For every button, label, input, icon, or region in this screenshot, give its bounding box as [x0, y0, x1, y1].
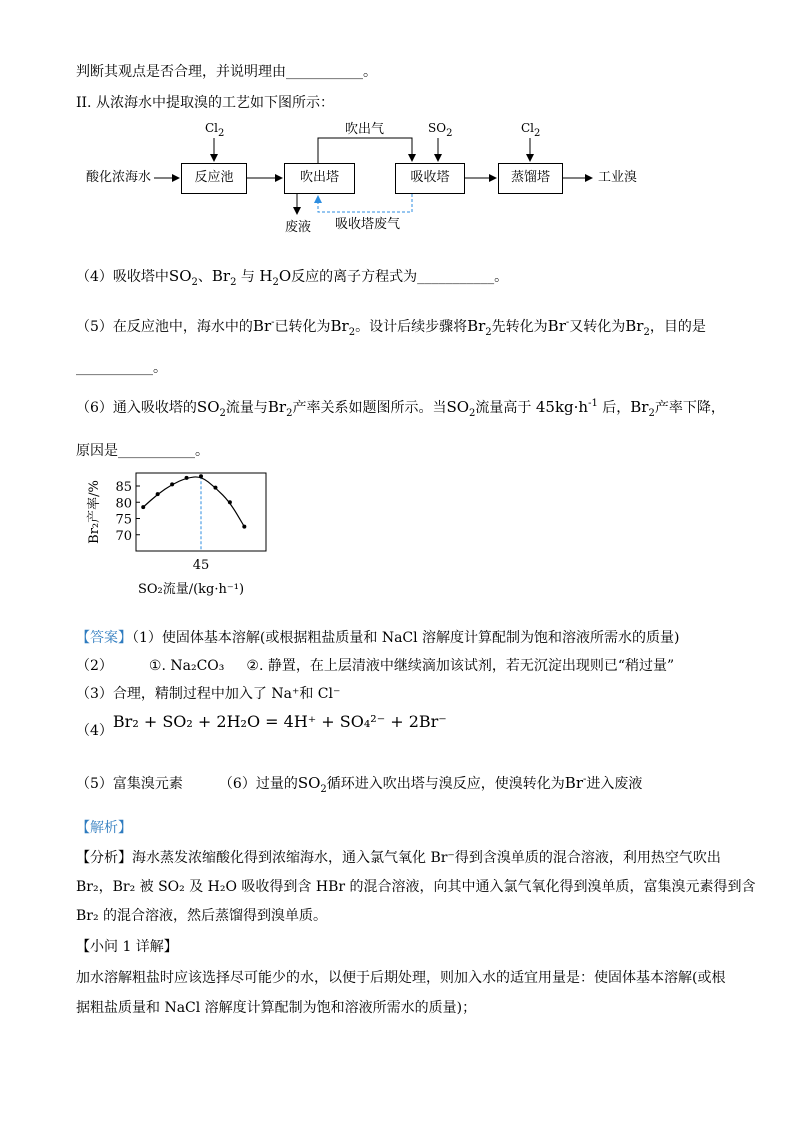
question-4: （4）吸收塔中$SO_2$、$Br_2$ 与 $H_2O$反应的离子方程式为___________。	[76, 267, 509, 288]
data-point	[185, 476, 189, 480]
answer-line-1: 【答案】（1）使固体基本溶解(或根据粗盐质量和 NaCl 溶解度计算配制为饱和溶液所需水的质量)	[76, 630, 680, 646]
data-point	[170, 482, 174, 486]
cl2-label-1: $Cl_2$	[205, 121, 225, 139]
prev-question-tail: 判断其观点是否合理，并说明理由___________。	[76, 64, 377, 80]
data-point	[242, 525, 246, 529]
question-6-line-2: 原因是___________。	[76, 443, 209, 459]
answer-line-5-6: （5）富集溴元素 （6）过量的$SO_2$循环进入吹出塔与溴反应，使溴转化为Br-进入废液	[76, 774, 643, 795]
sub-question-1-p1: 加水溶解粗盐时应该选择尽可能少的水，以便于后期处理，则加入水的适宜用量是：使固体基本溶解(或根	[76, 970, 726, 986]
question-6: （6）通入吸收塔的$SO_2$流量与$Br_2$产率关系如题图所示。当$SO_2$流量高于 $45kg\cdot h^{-1}$ 后，$Br_2$产率下降，	[76, 398, 725, 419]
question-5: （5）在反应池中，海水中的Br-已转化为$Br_2$。设计后续步骤将$Br_2$先转化为Br-又转化为$Br_2$，目的是	[76, 317, 706, 338]
waste-liquid-label: 废液	[285, 220, 312, 235]
section-2-title: II. 从浓海水中提取溴的工艺如下图所示：	[76, 95, 334, 111]
x-tick-label: 45	[192, 558, 210, 573]
y-tick-label: 75	[115, 512, 132, 528]
data-point	[156, 492, 160, 496]
reactor-box: 反应池	[181, 163, 247, 194]
analysis-p1: 【分析】海水蒸发浓缩酸化得到浓缩海水，通入氯气氧化 Br⁻得到含溴单质的混合溶液，利用热空气吹出	[76, 850, 721, 866]
data-point	[213, 486, 217, 490]
analysis-p3: Br₂ 的混合溶液，然后蒸馏得到溴单质。	[76, 908, 328, 924]
blow-tower-box: 吹出塔	[284, 163, 355, 194]
analysis-p2: Br₂，Br₂ 被 SO₂ 及 H₂O 吸收得到含 HBr 的混合溶液，向其中通入氯气氧化得到溴单质，富集溴元素得到含	[76, 879, 756, 895]
output-label: 工业溴	[598, 170, 638, 185]
blow-gas-label: 吹出气	[345, 122, 385, 137]
question-5-line-2: ___________。	[76, 360, 167, 376]
sub-question-1-p2: 据粗盐质量和 NaCl 溶解度计算配制为饱和溶液所需水的质量)；	[76, 1000, 477, 1016]
answer-line-2: （2） ①. Na₂CO₃ ②. 静置，在上层清液中继续滴加该试剂，若无沉淀出现则已“稍过量”	[76, 658, 675, 674]
y-tick-label: 85	[115, 480, 132, 495]
so2-yield-chart	[80, 465, 280, 605]
absorb-waste-gas-label: 吸收塔废气	[335, 217, 401, 232]
absorb-tower-box: 吸收塔	[395, 163, 465, 194]
answer-line-4: （4）Br₂ + SO₂ + 2H₂O = 4H⁺ + SO₄²⁻ + 2Br⁻	[76, 712, 447, 739]
input-label: 酸化浓海水	[86, 170, 152, 185]
x-axis-label: SO₂流量/(kg·h⁻¹)	[137, 582, 245, 597]
cl2-label-2: $Cl_2$	[521, 121, 541, 139]
distill-tower-box: 蒸馏塔	[498, 163, 563, 194]
y-axis-label: Br₂产率/%	[87, 480, 102, 544]
so2-label: $SO_2$	[428, 121, 453, 139]
process-flow-diagram	[0, 110, 800, 240]
answer-label: 【答案】	[76, 630, 132, 646]
data-point	[228, 500, 232, 504]
answer-line-3: （3）合理，精制过程中加入了 Na⁺和 Cl⁻	[76, 686, 341, 702]
data-point	[141, 505, 145, 509]
y-tick-label: 80	[115, 496, 132, 512]
sub-question-1-title: 【小问 1 详解】	[76, 939, 178, 955]
data-point	[199, 474, 203, 478]
chart-svg	[80, 465, 280, 605]
y-tick-label: 70	[115, 528, 132, 544]
analysis-label: 【解析】	[76, 820, 132, 836]
